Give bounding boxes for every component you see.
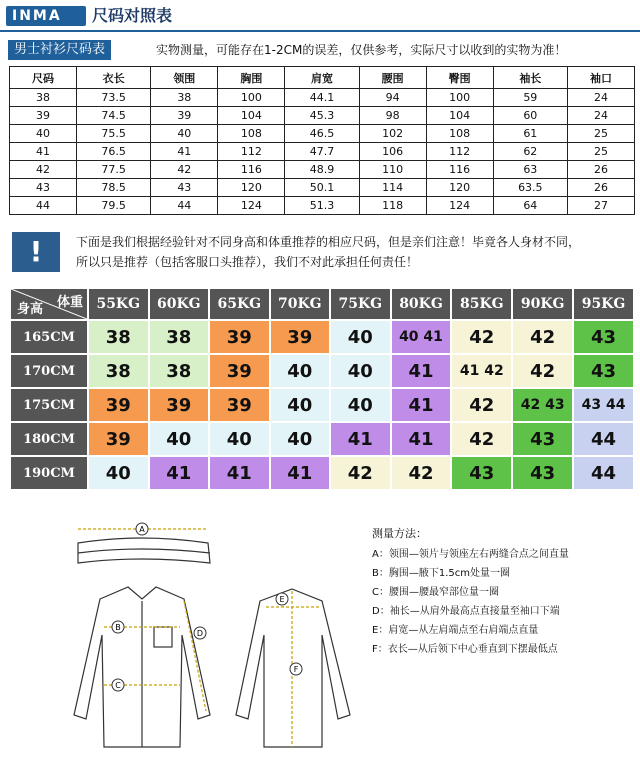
notice-line: 所以只是推荐（包括客服口头推荐），我们不对此承担任何责任！ [76, 255, 419, 269]
size-col-header: 衣长 [77, 67, 151, 89]
size-cell: 112 [218, 143, 285, 161]
rec-size-cell: 42 [512, 354, 573, 388]
rec-size-cell: 39 [209, 320, 270, 354]
weight-header: 70KG [270, 288, 331, 320]
page-header [0, 0, 640, 32]
rec-size-cell: 40 41 [391, 320, 452, 354]
size-cell: 44 [151, 197, 218, 215]
size-cell: 94 [359, 89, 426, 107]
size-cell: 120 [426, 179, 493, 197]
size-cell: 27 [567, 197, 634, 215]
size-cell: 112 [426, 143, 493, 161]
height-header: 175CM [10, 388, 88, 422]
size-col-header: 领围 [151, 67, 218, 89]
notice-icon: ! [12, 232, 60, 272]
size-cell: 73.5 [77, 89, 151, 107]
height-header: 165CM [10, 320, 88, 354]
size-col-header: 肩宽 [285, 67, 359, 89]
rec-size-cell: 40 [149, 422, 210, 456]
size-table-row [10, 89, 635, 107]
weight-header: 75KG [330, 288, 391, 320]
method-item: A：领围—领片与领座左右两缝合点之间直量 [372, 549, 569, 560]
rec-size-cell: 43 44 [573, 388, 634, 422]
size-cell: 38 [10, 89, 77, 107]
page-title: 尺码对照表 [92, 6, 173, 25]
rec-table-row [10, 354, 634, 388]
weight-header: 65KG [209, 288, 270, 320]
size-cell: 51.3 [285, 197, 359, 215]
size-cell: 75.5 [77, 125, 151, 143]
weight-header: 60KG [149, 288, 210, 320]
size-cell: 26 [567, 161, 634, 179]
weight-header: 80KG [391, 288, 452, 320]
size-cell: 124 [426, 197, 493, 215]
corner-height-label: 身高 [17, 302, 44, 317]
height-header: 190CM [10, 456, 88, 490]
rec-table-row [10, 422, 634, 456]
size-col-header: 袖长 [493, 67, 567, 89]
size-cell: 50.1 [285, 179, 359, 197]
rec-size-cell: 43 [573, 354, 634, 388]
size-cell: 25 [567, 125, 634, 143]
method-item: E：肩宽—从左肩端点至右肩端点直量 [372, 625, 539, 636]
rec-size-cell: 39 [149, 388, 210, 422]
rec-size-cell: 42 [330, 456, 391, 490]
size-table-row [10, 197, 635, 215]
rec-size-cell: 41 [209, 456, 270, 490]
size-table-row [10, 161, 635, 179]
size-cell: 24 [567, 107, 634, 125]
size-cell: 43 [10, 179, 77, 197]
corner-weight-label: 体重 [56, 295, 83, 310]
rec-size-cell: 39 [88, 388, 149, 422]
rec-size-cell: 43 [512, 456, 573, 490]
size-cell: 116 [218, 161, 285, 179]
size-col-header: 臀围 [426, 67, 493, 89]
rec-size-cell: 42 [512, 320, 573, 354]
size-cell: 77.5 [77, 161, 151, 179]
size-cell: 44.1 [285, 89, 359, 107]
rec-size-cell: 42 [391, 456, 452, 490]
size-cell: 40 [10, 125, 77, 143]
method-item: C：腰围—腰最窄部位量一圈 [372, 587, 499, 598]
notice-text [76, 232, 636, 272]
size-cell: 108 [218, 125, 285, 143]
rec-table-row [10, 388, 634, 422]
size-cell: 60 [493, 107, 567, 125]
methods-title: 测量方法： [372, 527, 427, 540]
rec-size-cell: 39 [209, 354, 270, 388]
rec-size-cell: 42 [451, 320, 512, 354]
size-table-row [10, 143, 635, 161]
size-cell: 41 [151, 143, 218, 161]
rec-size-cell: 40 [270, 422, 331, 456]
size-cell: 61 [493, 125, 567, 143]
size-cell: 63 [493, 161, 567, 179]
rec-size-cell: 38 [149, 320, 210, 354]
section-title: 男士衬衫尺码表 [8, 40, 111, 60]
size-cell: 40 [151, 125, 218, 143]
rec-size-cell: 41 42 [451, 354, 512, 388]
size-cell: 106 [359, 143, 426, 161]
rec-size-cell: 40 [330, 388, 391, 422]
rec-corner [10, 288, 88, 320]
shirt-measurement-diagram [60, 515, 380, 765]
size-cell: 45.3 [285, 107, 359, 125]
rec-size-cell: 40 [330, 320, 391, 354]
rec-size-cell: 41 [391, 354, 452, 388]
size-table-row [10, 179, 635, 197]
size-cell: 120 [218, 179, 285, 197]
size-cell: 42 [10, 161, 77, 179]
size-cell: 46.5 [285, 125, 359, 143]
rec-table-header [10, 288, 634, 320]
method-item: B：胸围—腋下1.5cm处量一圈 [372, 568, 511, 579]
rec-size-cell: 39 [88, 422, 149, 456]
size-table-header [10, 67, 635, 89]
rec-table-row [10, 320, 634, 354]
size-cell: 118 [359, 197, 426, 215]
size-cell: 26 [567, 179, 634, 197]
weight-header: 90KG [512, 288, 573, 320]
size-cell: 24 [567, 89, 634, 107]
rec-size-cell: 40 [209, 422, 270, 456]
method-item: F：衣长—从后领下中心垂直到下摆最低点 [372, 644, 558, 655]
size-cell: 104 [426, 107, 493, 125]
marker-e: E [279, 595, 285, 604]
size-cell: 114 [359, 179, 426, 197]
measurement-methods [372, 524, 632, 659]
size-cell: 76.5 [77, 143, 151, 161]
rec-size-cell: 38 [149, 354, 210, 388]
size-cell: 48.9 [285, 161, 359, 179]
size-col-header: 胸围 [218, 67, 285, 89]
weight-header: 95KG [573, 288, 634, 320]
size-cell: 78.5 [77, 179, 151, 197]
rec-size-cell: 40 [330, 354, 391, 388]
rec-size-cell: 40 [88, 456, 149, 490]
size-cell: 104 [218, 107, 285, 125]
size-cell: 42 [151, 161, 218, 179]
rec-size-cell: 40 [270, 354, 331, 388]
size-cell: 98 [359, 107, 426, 125]
size-col-header: 尺码 [10, 67, 77, 89]
size-cell: 64 [493, 197, 567, 215]
size-table [9, 66, 635, 215]
rec-size-cell: 42 [451, 422, 512, 456]
size-cell: 25 [567, 143, 634, 161]
size-cell: 41 [10, 143, 77, 161]
marker-c: C [115, 681, 121, 690]
rec-size-cell: 41 [391, 388, 452, 422]
size-table-row [10, 107, 635, 125]
rec-size-cell: 41 [270, 456, 331, 490]
weight-header: 85KG [451, 288, 512, 320]
size-cell: 79.5 [77, 197, 151, 215]
marker-b: B [115, 623, 121, 632]
size-cell: 100 [218, 89, 285, 107]
notice-line: 下面是我们根据经验针对不同身高和体重推荐的相应尺码，但是亲们注意！毕竟各人身材不同， [76, 235, 581, 249]
marker-d: D [196, 629, 204, 638]
rec-size-cell: 43 [451, 456, 512, 490]
rec-size-cell: 42 43 [512, 388, 573, 422]
marker-a: A [139, 525, 145, 534]
size-cell: 116 [426, 161, 493, 179]
height-header: 170CM [10, 354, 88, 388]
rec-size-cell: 42 [451, 388, 512, 422]
size-cell: 110 [359, 161, 426, 179]
size-cell: 62 [493, 143, 567, 161]
method-item: D：袖长—从肩外最高点直接量至袖口下端 [372, 606, 560, 617]
front-shirt-illustration [74, 587, 210, 747]
size-cell: 124 [218, 197, 285, 215]
size-cell: 44 [10, 197, 77, 215]
size-cell: 38 [151, 89, 218, 107]
rec-size-cell: 44 [573, 456, 634, 490]
rec-size-cell: 43 [573, 320, 634, 354]
height-header: 180CM [10, 422, 88, 456]
rec-size-cell: 38 [88, 354, 149, 388]
weight-header: 55KG [88, 288, 149, 320]
size-cell: 39 [10, 107, 77, 125]
size-cell: 102 [359, 125, 426, 143]
size-cell: 43 [151, 179, 218, 197]
rec-size-cell: 43 [512, 422, 573, 456]
rec-size-cell: 41 [391, 422, 452, 456]
size-cell: 100 [426, 89, 493, 107]
rec-size-cell: 39 [270, 320, 331, 354]
rec-size-cell: 41 [330, 422, 391, 456]
rec-table-row [10, 456, 634, 490]
size-col-header: 腰围 [359, 67, 426, 89]
size-table-row [10, 125, 635, 143]
size-cell: 74.5 [77, 107, 151, 125]
size-cell: 108 [426, 125, 493, 143]
disclaimer-text: 实物测量，可能存在1-2CM的误差，仅供参考，实际尺寸以收到的实物为准！ [156, 43, 567, 57]
rec-size-cell: 44 [573, 422, 634, 456]
size-col-header: 袖口 [567, 67, 634, 89]
rec-size-cell: 39 [209, 388, 270, 422]
marker-f: F [293, 665, 299, 674]
rec-size-cell: 38 [88, 320, 149, 354]
rec-size-cell: 40 [270, 388, 331, 422]
size-cell: 47.7 [285, 143, 359, 161]
rec-size-cell: 41 [149, 456, 210, 490]
size-cell: 63.5 [493, 179, 567, 197]
brand-logo: INMA [6, 6, 86, 26]
size-cell: 39 [151, 107, 218, 125]
size-cell: 59 [493, 89, 567, 107]
recommendation-table [9, 287, 635, 491]
